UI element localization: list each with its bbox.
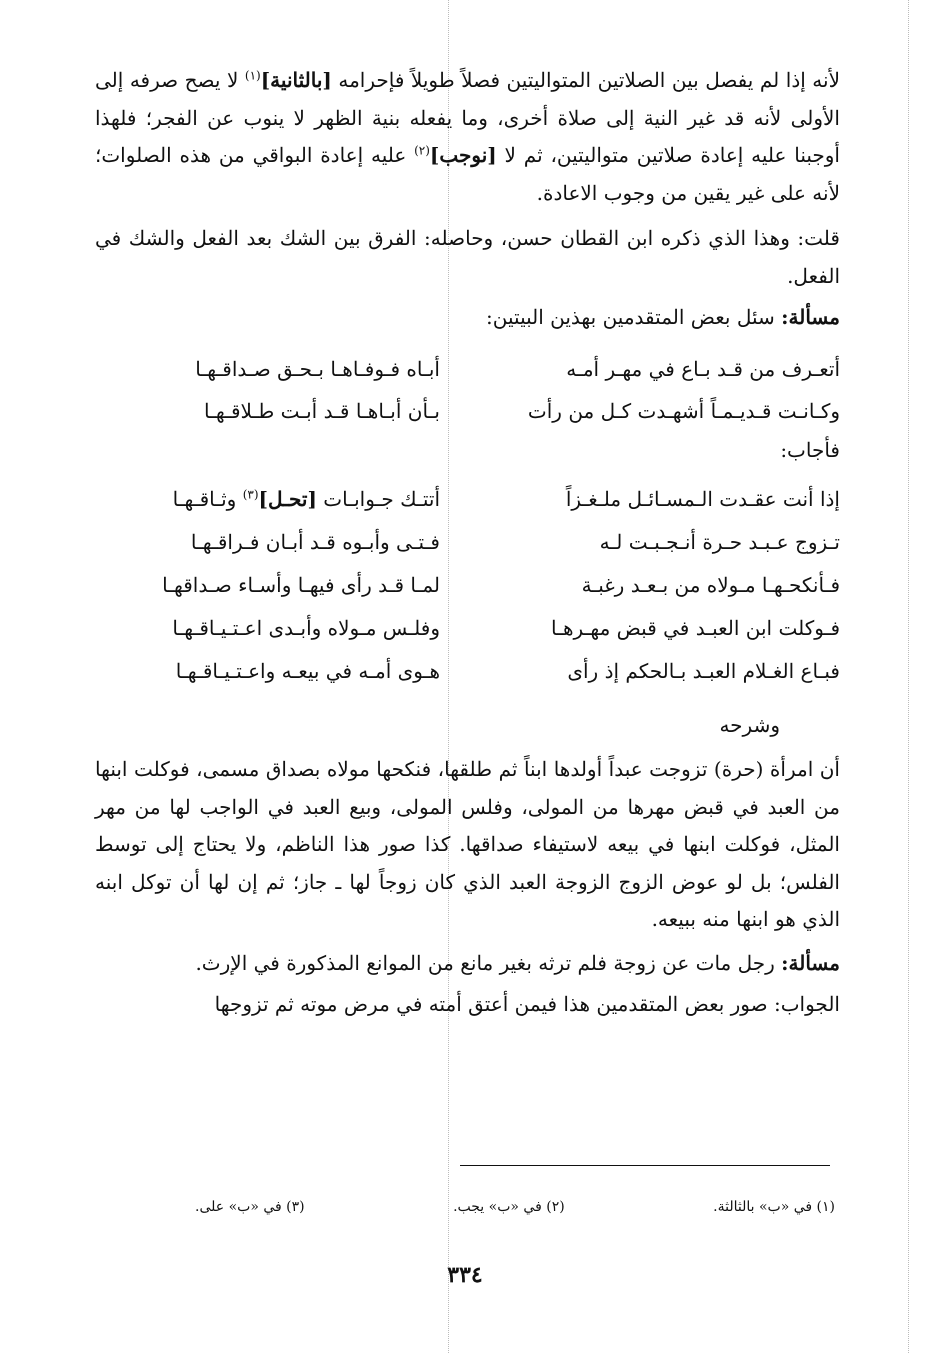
para1-text-3: عليه إعادة البواقي من هذه الصلوات؛ لأنه على غير يقين من وجوب الاعادة.	[95, 143, 840, 205]
hemistich-part: وثـاقـهـا	[172, 487, 243, 511]
bracket-bithaniya: [بالثانية]	[260, 68, 332, 92]
footnote-separator	[460, 1165, 830, 1166]
verse-first-hemistich: فـأنكحـهـا مـولاه من بـعـد رغبـة	[581, 573, 840, 597]
verse-row	[95, 348, 840, 390]
answer-label: فأجاب:	[780, 438, 840, 462]
verse-row	[95, 607, 840, 650]
verse-first-hemistich: تـزوج عـبـد حـرة أنـجـبـت لـه	[599, 530, 840, 554]
paragraph-2	[95, 220, 840, 295]
verse-row	[95, 390, 840, 432]
masala-1	[95, 299, 840, 336]
verse-row	[95, 521, 840, 564]
footnote-2: (٢) في «ب» يجب.	[453, 1199, 565, 1215]
para3-text: أن امرأة (حرة) تزوجت عبداً أولدها ابناً ثم طلقها، فنكحها مولاه بصداق مسمى، فوكلت ابنها من العبد في قبض مهرها من المولى، وفلس المولى، وبيع العبد في الواجب لها من مهر المثل، فوكلت ابنها في بيعه لاستيفاء صداقها. كذا صور هذا الناظم، ولا يحتاج إلى توسط الفلس؛ بل لو عوض الزوج الزوجة العبد الذي كان زوجاً لها ـ جاز؛ ثم إن لها أن توكل ابنه الذي هو ابنها منه ببيعه.	[95, 757, 840, 931]
paragraph-1	[95, 62, 840, 212]
footnotes	[195, 1195, 835, 1219]
masala-2-text: رجل مات عن زوجة فلم ترثه بغير مانع من الموانع المذكورة في الإرث.	[195, 950, 782, 975]
verse-first-hemistich: إذا أنت عقـدت الـمسـائـل ملـغـزاً	[565, 487, 840, 511]
para1-text-1: لأنه إذا لم يفصل بين الصلاتين المتواليتين فصلاً طويلاً فإحرامه	[331, 68, 841, 92]
footnote-ref-2[interactable]: (٢)	[414, 143, 430, 158]
page-number: ٣٣٤	[447, 1262, 483, 1288]
verse-row	[95, 478, 840, 521]
verse-first-hemistich: أتعـرف من قـد بـاع في مهـر أمـه	[566, 357, 840, 381]
footnote-1: (١) في «ب» بالثالثة.	[713, 1199, 835, 1215]
hemistich-part: أتتـك جـوابـات	[316, 487, 440, 511]
masala-1-text: سئل بعض المتقدمين بهذين البيتين:	[486, 305, 782, 329]
verse-first-hemistich: وكـانـت قـديـمـاً أشهـدت كـل من رأت	[527, 399, 840, 423]
masala-2-label: مسألة:	[781, 950, 840, 975]
para1-text-2: لا يصح صرفه إلى الأولى لأنه قد غير النية إلى صلاة أخرى، وما يفعله بنية الظهر لا ينوب عن الفجر؛ فلهذا أوجبنا عليه إعادة صلاتين متواليتين، ثم لا	[95, 68, 840, 167]
page-body	[95, 62, 840, 1028]
masala-2	[95, 945, 840, 983]
verse-second-hemistich: وفلـس مـولاه وأبـدى اعـتـيـاقـهـا	[172, 616, 440, 640]
masala-1-label: مسألة:	[781, 305, 840, 329]
sharh-label: وشرحه	[719, 713, 780, 737]
verse-second-hemistich: أبـاه فـوفـاهـا بـحـق صـداقـهـا	[195, 357, 440, 381]
verse-second-hemistich: فـتـى وأبـوه قـد أبـان فـراقـهـا	[190, 530, 440, 554]
poem-question	[95, 348, 840, 432]
verse-second-hemistich: لمـا قـد رأى فيهـا وأسـاء صـداقهـا	[162, 573, 440, 597]
footnote-ref-1[interactable]: (١)	[244, 68, 261, 83]
para2-text: قلت: وهذا الذي ذكره ابن القطان حسن، وحاصله: الفرق بين الشك بعد الفعل والشك في الفعل.	[95, 226, 840, 288]
bracket-nujib: [نوجب]	[429, 143, 497, 167]
jawab-line	[95, 986, 840, 1024]
verse-second-hemistich	[95, 478, 440, 521]
bracket-tahil: [تحـل]	[258, 487, 317, 511]
verse-second-hemistich: هـوى أمـه في بيعـه واعـتـيـاقـهـا	[175, 659, 440, 683]
footnote-ref-3[interactable]: (٣)	[242, 487, 259, 502]
jawab-text: الجواب: صور بعض المتقدمين هذا فيمن أعتق أمته في مرض موته ثم تزوجها	[214, 992, 840, 1016]
verse-first-hemistich: فـوكلت ابن العبـد في قبض مهـرهـا	[550, 616, 840, 640]
paragraph-3	[95, 751, 840, 939]
verse-second-hemistich: بـأن أبـاهـا قـد أبـت طـلاقـهـا	[203, 399, 440, 423]
verse-first-hemistich: فبـاع الغـلام العبـد بـالحكم إذ رأى	[567, 659, 840, 683]
footnote-3: (٣) في «ب» على.	[195, 1199, 305, 1215]
verse-row	[95, 650, 840, 693]
edge-guide	[908, 0, 909, 1353]
verse-row	[95, 564, 840, 607]
poem-answer	[95, 478, 840, 693]
